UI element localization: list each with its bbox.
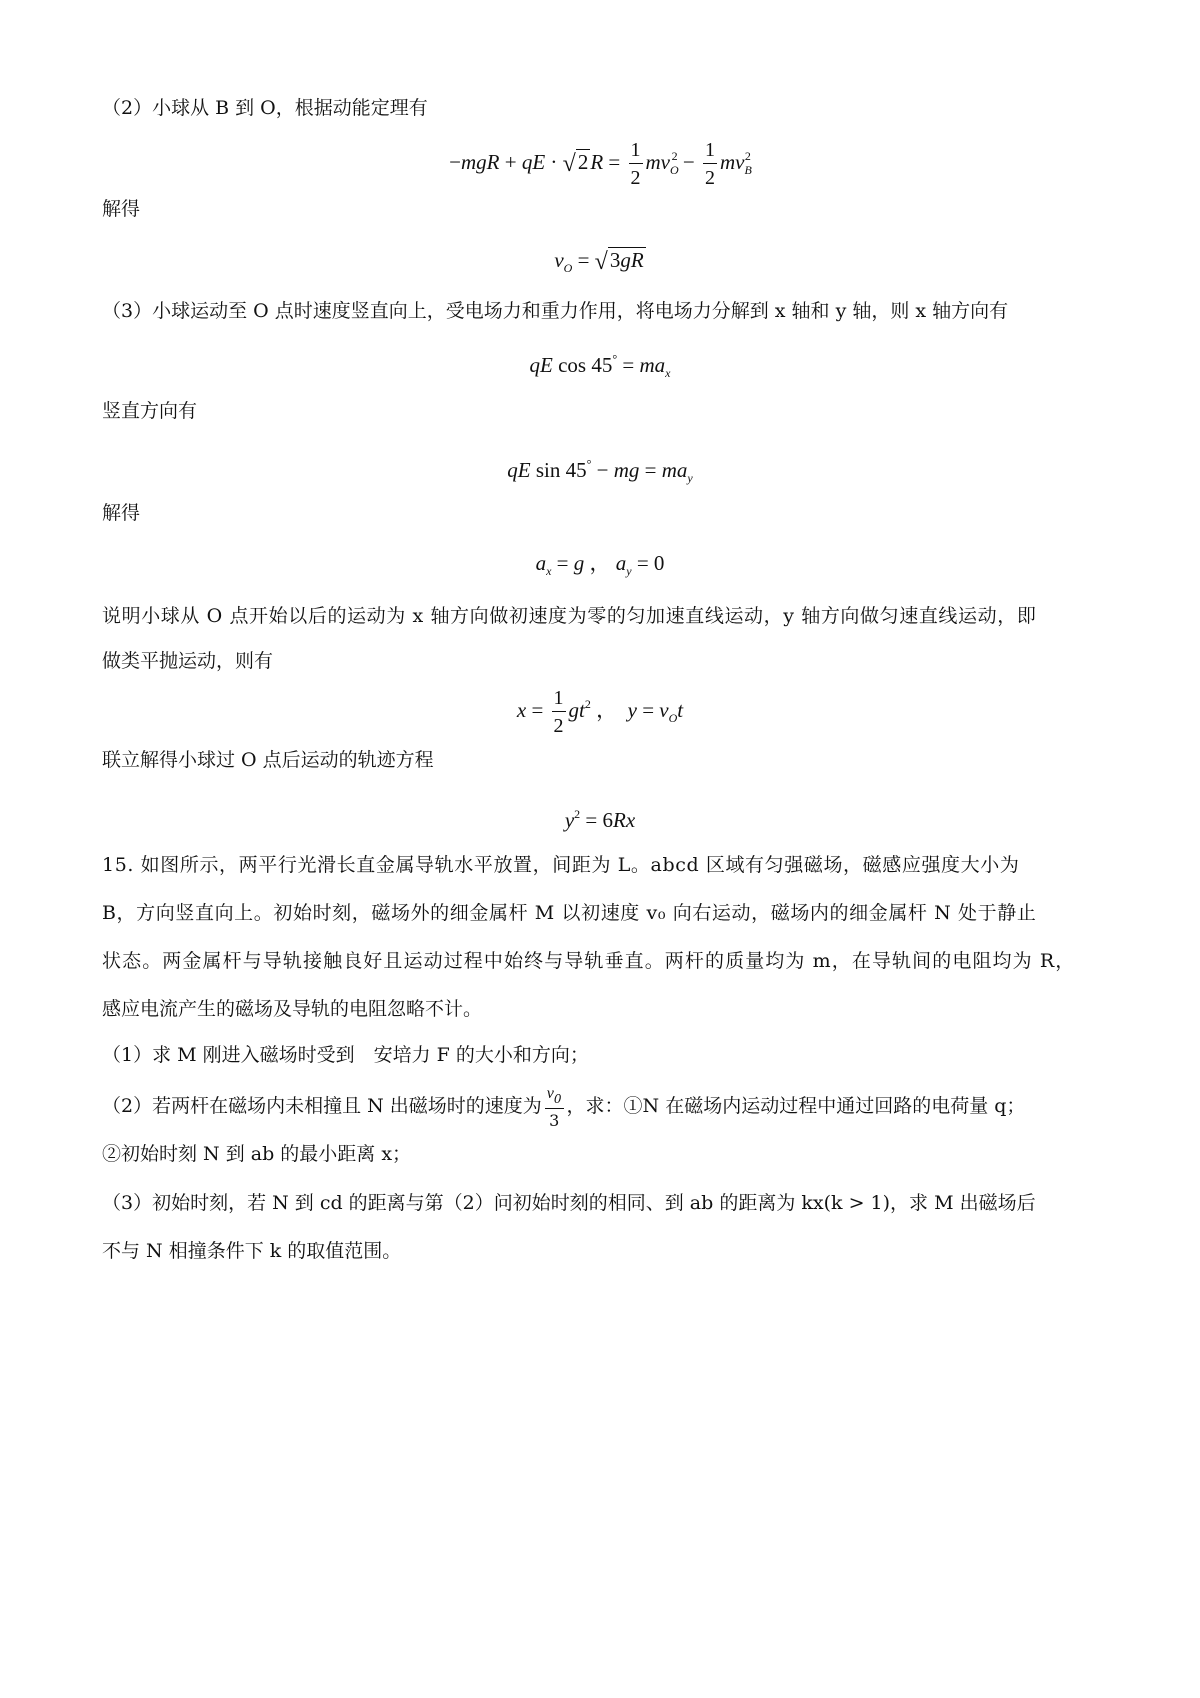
question-2-text-after: ，求：①N 在磁场内运动过程中通过回路的电荷量 q；	[566, 1095, 1026, 1117]
y-axis-equation: qE sin 45° − mg = $ma_y$	[507, 457, 693, 485]
problem15-line-4: 感应电流产生的磁场及导轨的电阻忽略不计。	[102, 998, 483, 1020]
v0-over-3-fraction: $\frac{v_0}{3}$	[546, 1085, 562, 1130]
trajectory-equation: $y^2 = 6Rx$	[564, 807, 636, 832]
explain-line-2: 做类平抛运动，则有	[102, 650, 274, 672]
trajectory-parametric-equations: x = $\frac{1}{2}$ $gt^2$ ， $y = v_Ot$	[516, 687, 684, 737]
solve-label-2: 解得	[102, 502, 141, 524]
question-2-text-before: （2）若两杆在磁场内未相撞且 N 出磁场时的速度为	[102, 1095, 542, 1117]
part3-intro: （3）小球运动至 O 点时速度竖直向上，受电场力和重力作用，将电场力分解到 x 轴和 y 轴，则 x 轴方向有	[102, 300, 1009, 322]
question-3-line-1: （3）初始时刻，若 N 到 cd 的距离与第（2）问初始时刻的相同、到 ab 的距离为 kx(k > 1)，求 M 出磁场后	[102, 1192, 1036, 1214]
combine-label: 联立解得小球过 O 点后运动的轨迹方程	[102, 749, 434, 771]
question-2-line-2: ②初始时刻 N 到 ab 的最小距离 x；	[102, 1143, 412, 1165]
energy-theorem-equation: −mgR + qE · √2R = $\frac{1}{2}$ $mv_O^2$ − $\frac{1}{2}$ $mv_B^2$	[449, 139, 752, 189]
solve-label-1: 解得	[102, 198, 141, 220]
question-2-line-1	[102, 1085, 1098, 1133]
acceleration-result: $a_x = g$ ， $a_y = 0$	[535, 551, 665, 578]
problem15-line-3: 状态。两金属杆与导轨接触良好且运动过程中始终与导轨垂直。两杆的质量均为 m，在导轨间的电阻均为 R，	[102, 950, 1076, 972]
question-3-line-2: 不与 N 相撞条件下 k 的取值范围。	[102, 1240, 402, 1262]
vertical-direction-label: 竖直方向有	[102, 400, 198, 422]
question-1: （1）求 M 刚进入磁场时受到 安培力 F 的大小和方向；	[102, 1044, 589, 1066]
vo-equation: $v_O = √3gR$	[554, 248, 644, 275]
problem15-line-2: B，方向竖直向上。初始时刻，磁场外的细金属杆 M 以初速度 v₀ 向右运动，磁场内的细金属杆 N 处于静止	[102, 902, 1037, 924]
problem15-line-1: 15. 如图所示，两平行光滑长直金属导轨水平放置，间距为 L。abcd 区域有匀强磁场，磁感应强度大小为	[102, 854, 1020, 876]
explain-line-1: 说明小球从 O 点开始以后的运动为 x 轴方向做初速度为零的匀加速直线运动，y 轴方向做匀速直线运动，即	[102, 605, 1037, 627]
x-axis-equation: qE $\cos 45^\circ = ma_x$	[529, 352, 671, 380]
part2-intro: （2）小球从 B 到 O，根据动能定理有	[102, 97, 428, 119]
